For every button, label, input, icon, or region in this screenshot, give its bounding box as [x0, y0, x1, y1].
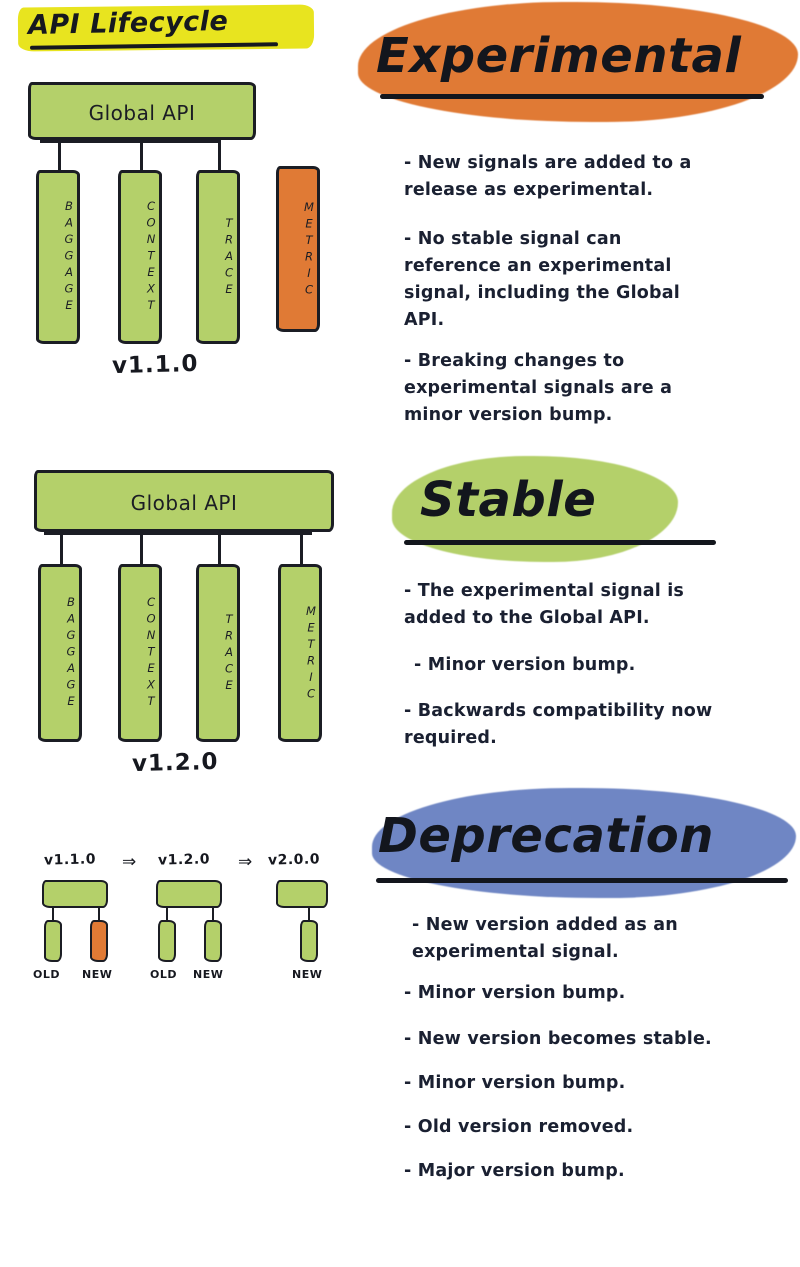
signal-box-context [118, 564, 162, 742]
flow-version-label-1: v1.1.0 [43, 851, 97, 869]
connector-bus [40, 140, 220, 143]
stable-underline [404, 540, 716, 545]
flow-parent-box-3 [276, 880, 328, 908]
version-label-v110: v1.1.0 [111, 350, 199, 380]
experimental-underline [380, 94, 764, 99]
connector-line [140, 532, 143, 564]
global-api-box [34, 470, 334, 532]
flow-caption-old-1: OLD [33, 968, 60, 981]
flow-child-old-2 [158, 920, 176, 962]
section-heading-experimental: Experimental [376, 28, 742, 84]
bullet-experimental-1: - New signals are added to a release as experimental. [404, 153, 692, 200]
signal-box-metric [276, 166, 320, 332]
signal-box-context [118, 170, 162, 344]
bullet-deprecation-1: - New version added as an experimental signal. [412, 915, 678, 962]
flow-child-old-1 [44, 920, 62, 962]
version-label-v120: v1.2.0 [131, 748, 219, 778]
flow-child-new-2 [204, 920, 222, 962]
flow-arrow-2: ⇒ [238, 852, 253, 872]
signal-box-trace [196, 170, 240, 344]
bullet-deprecation-2: - Minor version bump. [404, 983, 626, 1003]
flow-caption-old-2: OLD [150, 968, 177, 981]
signal-box-baggage [38, 564, 82, 742]
signal-box-metric [278, 564, 322, 742]
signal-label: TRACE [222, 215, 236, 299]
flow-caption-new-1: NEW [82, 968, 113, 981]
bullet-deprecation-5: - Old version removed. [404, 1117, 634, 1137]
deprecation-underline [376, 878, 788, 883]
flow-parent-box-1 [42, 880, 108, 908]
flow-child-new-3 [300, 920, 318, 962]
connector-line [60, 532, 63, 564]
signal-label: CONTEXT [144, 199, 158, 315]
flow-version-label-3: v2.0.0 [267, 851, 321, 869]
bullet-deprecation-6: - Major version bump. [404, 1161, 625, 1181]
global-api-box [28, 82, 256, 140]
signal-label: BAGGAGE [62, 199, 76, 315]
signal-label: TRACE [222, 611, 236, 695]
bullet-stable-1: - The experimental signal is added to the Global API. [404, 581, 685, 628]
bullet-experimental-3: - Breaking changes to experimental signals are a minor version bump. [404, 351, 673, 425]
bullet-experimental-2: - No stable signal can reference an experimental signal, including the Global API. [404, 229, 680, 330]
global-api-label: Global API [130, 491, 238, 515]
section-heading-stable: Stable [420, 472, 597, 528]
flow-caption-new-3: NEW [292, 968, 323, 981]
flow-version-label-2: v1.2.0 [157, 851, 211, 869]
signal-label: CONTEXT [144, 595, 158, 711]
bullet-deprecation-3: - New version becomes stable. [404, 1029, 712, 1049]
bullet-stable-2: - Minor version bump. [414, 655, 636, 675]
signal-box-baggage [36, 170, 80, 344]
section-heading-deprecation: Deprecation [378, 808, 714, 864]
signal-label: METRIC [302, 199, 316, 299]
diagram-column [0, 0, 352, 1267]
connector-line [58, 140, 61, 170]
connector-line [218, 140, 221, 170]
flow-child-new-1 [90, 920, 108, 962]
bullet-deprecation-4: - Minor version bump. [404, 1073, 626, 1093]
page-title: API Lifecycle [27, 5, 229, 42]
connector-bus [44, 532, 312, 535]
signal-label: METRIC [304, 603, 318, 703]
global-api-label: Global API [88, 101, 196, 125]
connector-line [140, 140, 143, 170]
signal-box-trace [196, 564, 240, 742]
bullet-stable-3: - Backwards compatibility now required. [404, 701, 713, 748]
connector-line [300, 532, 303, 564]
signal-label: BAGGAGE [64, 595, 78, 711]
flow-parent-box-2 [156, 880, 222, 908]
connector-line [218, 532, 221, 564]
sections-column [352, 0, 800, 1267]
flow-caption-new-2: NEW [193, 968, 224, 981]
flow-arrow-1: ⇒ [122, 852, 137, 872]
